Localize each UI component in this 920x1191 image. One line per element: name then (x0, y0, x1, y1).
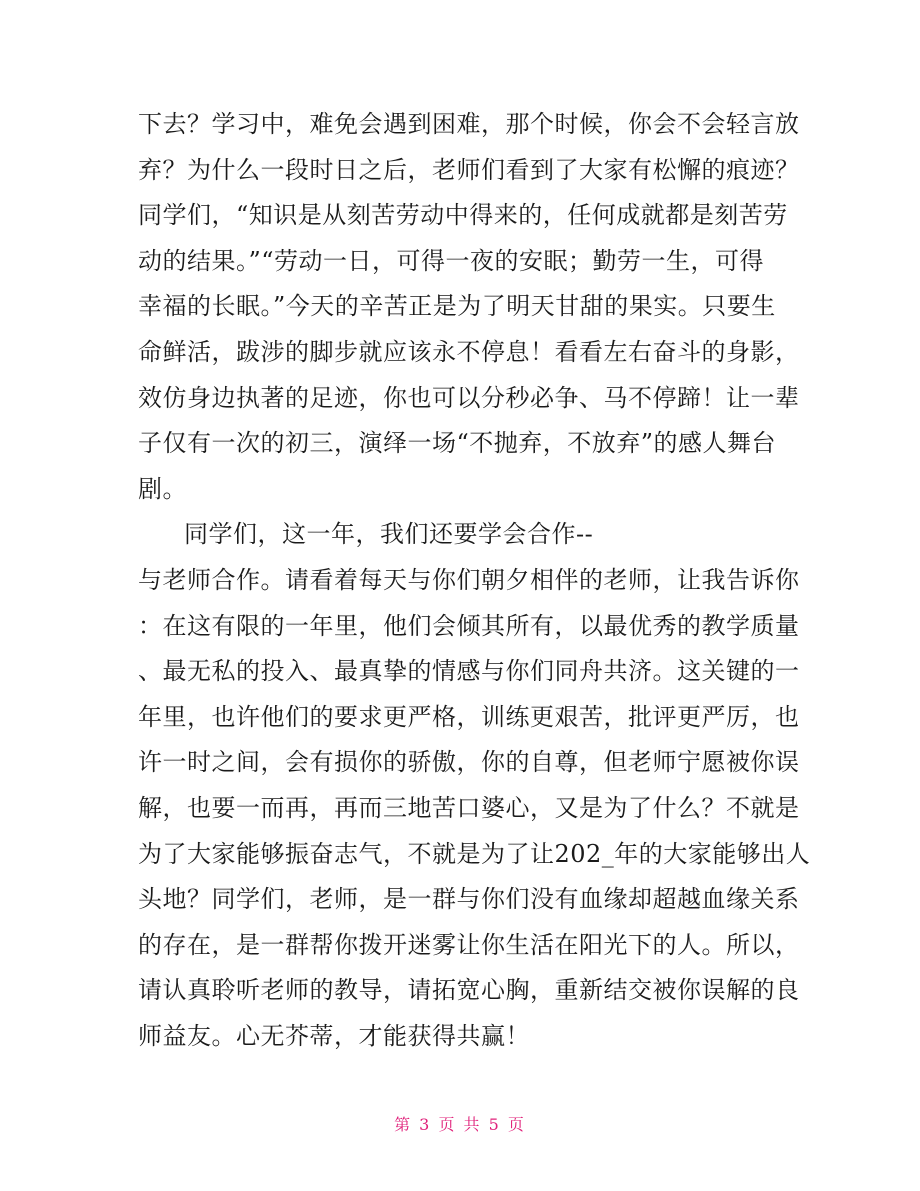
body-text (138, 102, 811, 1059)
text-line: 效仿身边执著的足迹，你也可以分秒必争、马不停蹄！让一辈 (138, 383, 800, 412)
text-line: 为了大家能够振奋志气，不就是为了让202_年的大家能够出人 (138, 839, 811, 868)
text-line: 解，也要一而再，再而三地苦口婆心，又是为了什么？不就是 (138, 793, 800, 822)
text-line: 同学们，“知识是从刻苦劳动中得来的，任何成就都是刻苦劳 (138, 201, 788, 230)
text-line: ：在这有限的一年里，他们会倾其所有，以最优秀的教学质量 (138, 611, 800, 640)
text-line: 子仅有一次的初三，演绎一场“不抛弃，不放弃”的感人舞台 (138, 429, 777, 458)
text-line: 、最无私的投入、最真挚的情感与你们同舟共济。这关键的一 (138, 657, 800, 686)
text-line: 幸福的长眠。”今天的辛苦正是为了明天甘甜的果实。只要生 (138, 292, 776, 321)
page-number-footer: 第 3 页 共 5 页 (394, 1115, 526, 1134)
text-line: 弃？为什么一段时日之后，老师们看到了大家有松懈的痕迹？ (138, 155, 800, 184)
text-line: 命鲜活，跋涉的脚步就应该永不停息！看看左右奋斗的身影， (138, 337, 800, 366)
text-line: 的存在，是一群帮你拨开迷雾让你生活在阳光下的人。所以， (138, 930, 800, 959)
text-line: 下去？学习中，难免会遇到困难，那个时候，你会不会轻言放 (138, 110, 800, 138)
text-line: 师益友。心无芥蒂，才能获得共赢！ (138, 1021, 530, 1050)
text-line: 请认真聆听老师的教导，请拓宽心胸，重新结交被你误解的良 (138, 976, 800, 1005)
text-line: 剧。 (138, 474, 187, 503)
text-line: 与老师合作。请看着每天与你们朝夕相伴的老师，让我告诉你 (138, 565, 800, 594)
text-line: 许一时之间，会有损你的骄傲，你的自尊，但老师宁愿被你误 (138, 748, 800, 777)
text-line: 年里，也许他们的要求更严格，训练更艰苦，批评更严厉，也 (138, 702, 800, 731)
text-line: 动的结果。”“劳动一日，可得一夜的安眠；勤劳一生，可得 (138, 246, 765, 275)
text-line: 头地？同学们，老师，是一群与你们没有血缘却超越血缘关系 (138, 885, 800, 914)
paragraph-start-line: 同学们，这一年，我们还要学会合作-- (184, 520, 594, 549)
